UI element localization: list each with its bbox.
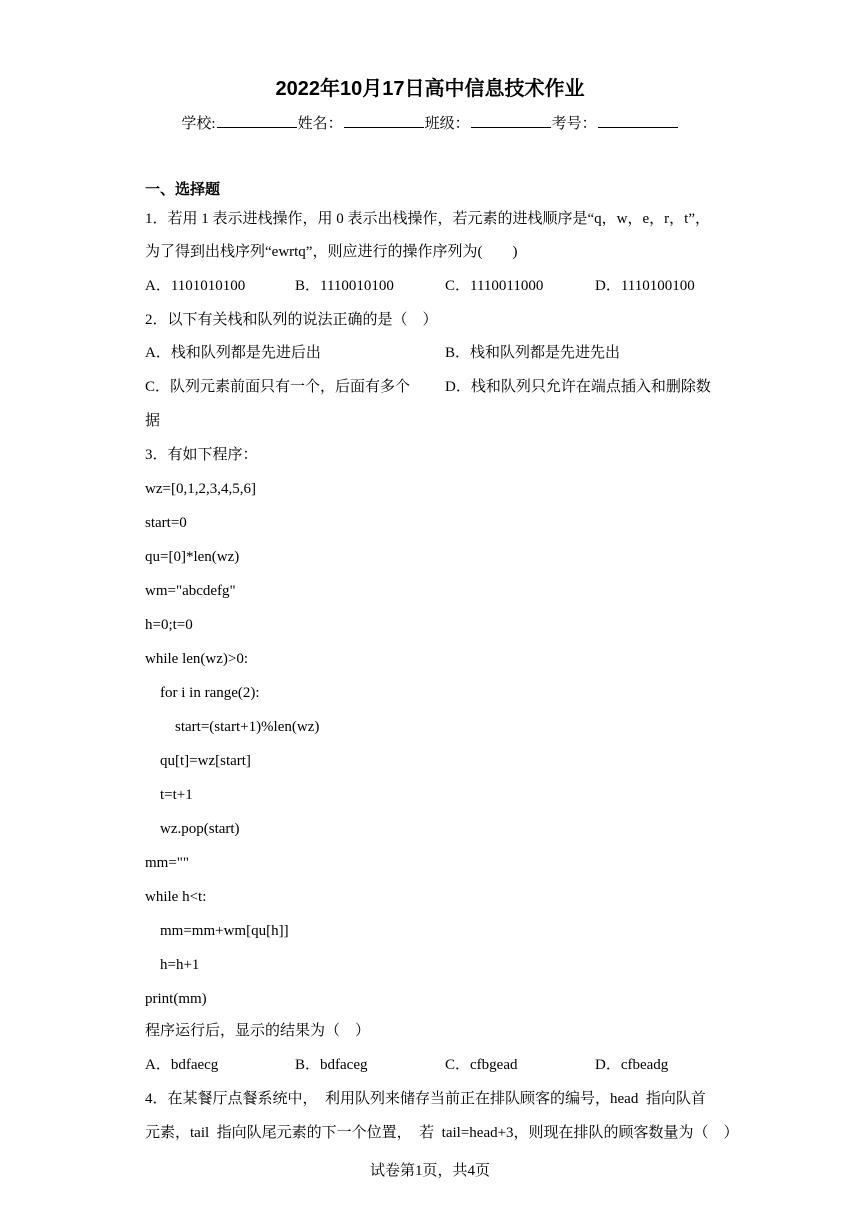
name-blank (344, 113, 424, 128)
section-heading: 一、选择题 (145, 181, 221, 198)
school-blank (217, 113, 297, 128)
code-line: print(mm) (145, 991, 207, 1007)
code-line: start=(start+1)%len(wz) (145, 719, 320, 735)
q3-option-d: D．cfbeadg (595, 1057, 669, 1073)
q1-option-c: C．1110011000 (445, 278, 544, 294)
q2-option-d-wrap: 据 (145, 413, 161, 429)
school-label: 学校: (181, 116, 216, 132)
q2-option-d: D．栈和队列只允许在端点插入和删除数 (445, 379, 711, 395)
class-label: 班级： (424, 116, 470, 132)
q1-option-a: A．1101010100 (145, 278, 246, 294)
code-line: qu[t]=wz[start] (145, 753, 251, 769)
q2-option-c: C．队列元素前面只有一个，后面有多个 (145, 379, 411, 395)
code-line: wz.pop(start) (145, 821, 240, 837)
q1-stem-line2: 为了得到出栈序列“ewrtq”，则应进行的操作序列为( ) (145, 244, 518, 260)
q3-option-c: C．cfbgead (445, 1057, 518, 1073)
code-line: wm="abcdefg" (145, 583, 236, 599)
q4-stem-line2: 元素，tail 指向队尾元素的下一个位置， 若 tail=head+3，则现在排队的顾客数量为（ ） (145, 1125, 739, 1141)
q3-stem: 3．有如下程序： (145, 447, 258, 463)
code-line: h=0;t=0 (145, 617, 193, 633)
page-footer: 试卷第1页，共4页 (369, 1163, 490, 1179)
q1-stem-line1: 1．若用 1 表示进栈操作，用 0 表示出栈操作，若元素的进栈顺序是“q，w，e，r，t”， (145, 211, 710, 227)
exam-no-blank (598, 113, 678, 128)
q2-option-a: A．栈和队列都是先进后出 (145, 345, 321, 361)
q3-option-b: B．bdfaceg (295, 1057, 368, 1073)
q2-stem: 2．以下有关栈和队列的说法正确的是（ ） (145, 312, 438, 328)
student-info-line (0, 113, 860, 134)
q1-option-b: B．1110010100 (295, 278, 394, 294)
class-blank (471, 113, 551, 128)
name-label: 姓名： (297, 116, 343, 132)
code-line: for i in range(2): (145, 685, 260, 701)
exam-no-label: 考号： (551, 116, 597, 132)
code-line: h=h+1 (145, 957, 200, 973)
code-line: mm=mm+wm[qu[h]] (145, 923, 289, 939)
page-title: 2022年10月17日高中信息技术作业 (275, 78, 585, 100)
code-line: mm="" (145, 855, 190, 871)
q1-option-d: D．1110100100 (595, 278, 695, 294)
code-line: start=0 (145, 515, 187, 531)
code-line: qu=[0]*len(wz) (145, 549, 240, 565)
code-line: wz=[0,1,2,3,4,5,6] (145, 481, 256, 497)
code-line: while len(wz)>0: (145, 651, 249, 667)
code-line: while h<t: (145, 889, 207, 905)
q3-after-text: 程序运行后，显示的结果为（ ） (145, 1023, 371, 1039)
q4-stem-line1: 4．在某餐厅点餐系统中， 利用队列来储存当前正在排队顾客的编号，head 指向队首 (145, 1091, 706, 1107)
q2-option-b: B．栈和队列都是先进先出 (445, 345, 621, 361)
q3-option-a: A．bdfaecg (145, 1057, 219, 1073)
code-line: t=t+1 (145, 787, 193, 803)
